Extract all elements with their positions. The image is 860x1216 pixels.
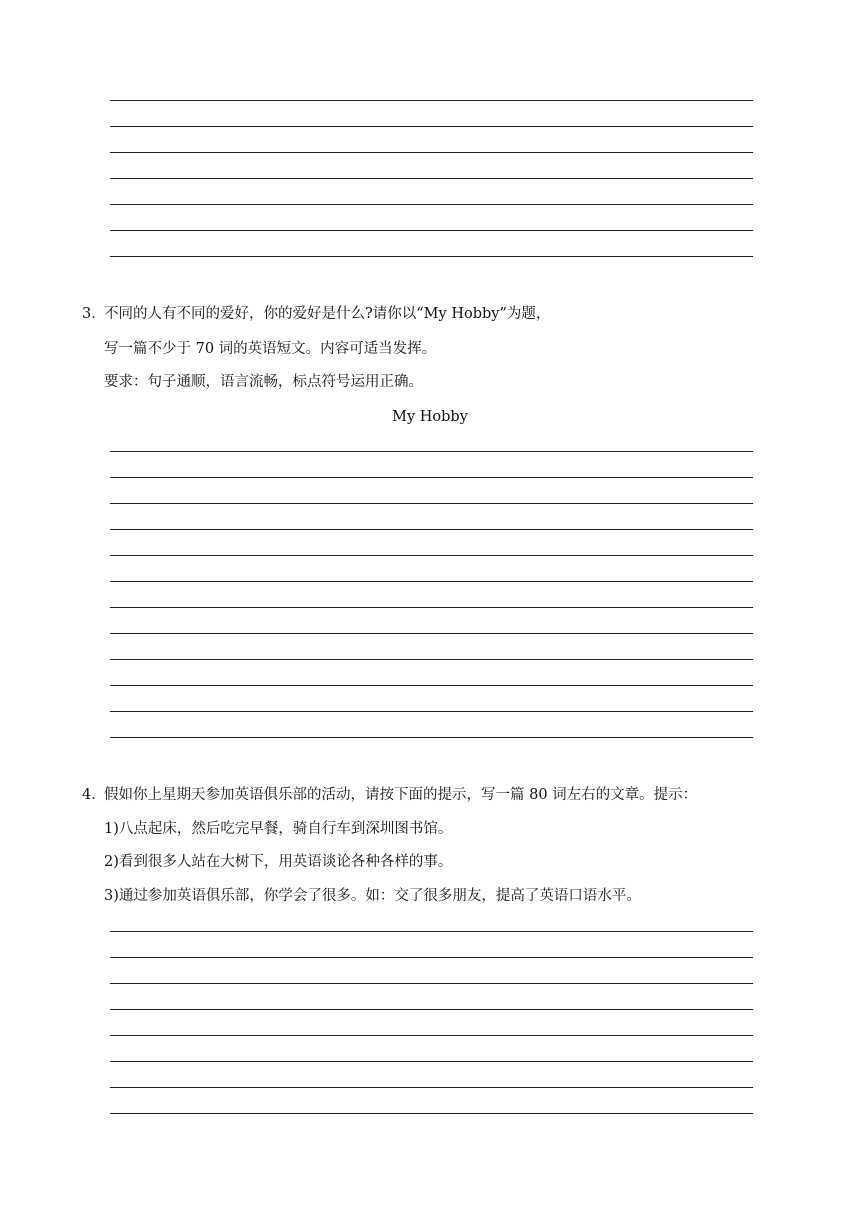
question-prompt: 假如你上星期天参加英语俱乐部的活动，请按下面的提示，写一篇 80 词左右的文章。提示： [104, 787, 698, 803]
answer-line[interactable] [110, 1035, 753, 1036]
answer-line[interactable] [110, 178, 753, 179]
answer-line[interactable] [110, 477, 753, 478]
hint-item: 3)通过参加英语俱乐部，你学会了很多。如：交了很多朋友，提高了英语口语水平。 [104, 888, 641, 904]
question-number: 4． [82, 787, 106, 803]
answer-line[interactable] [110, 983, 753, 984]
answer-line[interactable] [110, 152, 753, 153]
answer-line[interactable] [110, 737, 753, 738]
answer-line[interactable] [110, 503, 753, 504]
answer-line[interactable] [110, 555, 753, 556]
answer-line[interactable] [110, 1087, 753, 1088]
answer-line[interactable] [110, 1009, 753, 1010]
answer-line[interactable] [110, 659, 753, 660]
question-requirements: 要求：句子通顺，语言流畅，标点符号运用正确。 [104, 374, 423, 390]
answer-line[interactable] [110, 931, 753, 932]
answer-line[interactable] [110, 100, 753, 101]
hint-item: 1)八点起床，然后吃完早餐，骑自行车到深圳图书馆。 [104, 821, 453, 837]
question-prompt: 不同的人有不同的爱好，你的爱好是什么?请你以“My Hobby”为题， [104, 306, 551, 322]
answer-line[interactable] [110, 581, 753, 582]
answer-line[interactable] [110, 607, 753, 608]
hint-item: 2)看到很多人站在大树下，用英语谈论各种各样的事。 [104, 854, 453, 870]
answer-line[interactable] [110, 957, 753, 958]
answer-line[interactable] [110, 256, 753, 257]
answer-line[interactable] [110, 1061, 753, 1062]
answer-line[interactable] [110, 633, 753, 634]
question-instruction: 写一篇不少于 70 词的英语短文。内容可适当发挥。 [104, 341, 437, 357]
answer-line[interactable] [110, 1113, 753, 1114]
essay-title: My Hobby [392, 409, 468, 425]
answer-line[interactable] [110, 126, 753, 127]
answer-line[interactable] [110, 204, 753, 205]
answer-line[interactable] [110, 711, 753, 712]
answer-line[interactable] [110, 685, 753, 686]
question-number: 3． [82, 306, 106, 322]
answer-line[interactable] [110, 529, 753, 530]
answer-line[interactable] [110, 230, 753, 231]
answer-line[interactable] [110, 451, 753, 452]
